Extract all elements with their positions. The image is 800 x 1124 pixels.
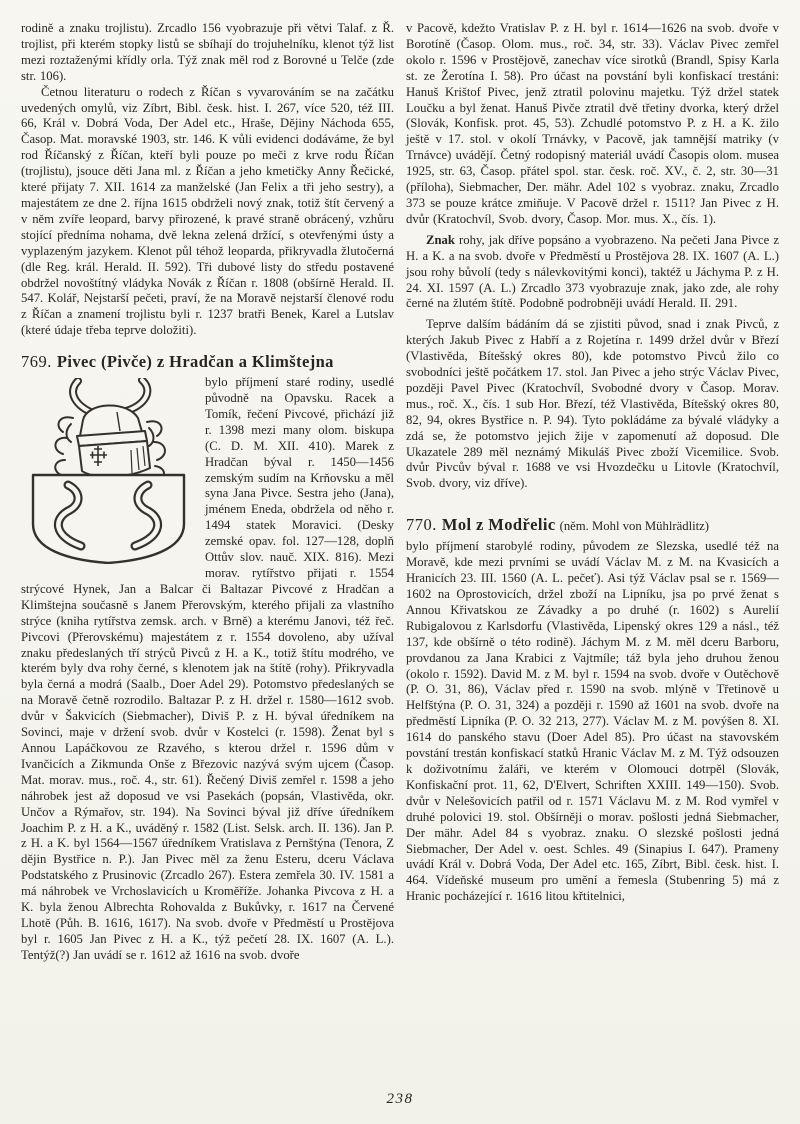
entry-770-number: 770. xyxy=(406,515,437,535)
paragraph-znak xyxy=(406,233,779,313)
entry-769-text: bylo příjmení staré rodiny, usedlé původně na Opavsku. Racek a Tomík, řečení Pivcové, přichází již r. 1398 mezi many olom. biskupa (C. D. M. XII. 410). Marek z Hradčan býval r. 1450—1456 zemským sudím na Krňovsku a měl syna Jana Pivce. Sestra jeho (Jana), jménem Eneda, obdržela od něho r. 1494 statek Moravici. (Desky zemské opav. fol. 127—128, doplň Ottův slov. nauč. XIX. 816). Mezi morav. rytířstvo přijati r. 1554 strýcové Hynek, Jan a Balcar či Baltazar Pivcové z Hradčan a Klimštejna současně s Janem Přerovským, kterého přijali za vlastního strýce (kniha rytířstva zemsk. arch. v Brně) a kterému Janovi, též řeč. Pivcovi (Přerovskému) majestátem z r. 1554 dovoleno, aby užíval znaku předeslaných tří strýců Pivců z H. a K., totiž štítu modrého, ve kterém byly dva rohy černé, s klenotem jak na štítě (rohy). Přikryvadla byla černá a modrá (Saalb., Doer Adel 29). Potomstvo předeslaných se na Moravě četně rozrodilo. Baltazar P. z H. držel r. 1580—1612 svob. dvůr v Šakvicích (Siebmacher), Diviš P. z H. býval úředníkem na Sovinci, maje v držení svob. dvůr v Kostelci (r. 1598). Ženat byl s Annou Lapáčkovou ze Rzavého, s kterou držel r. 1596 dům v Ivančicích a Zikmunda Onše z Březovic nazývá svým ujcem (Časop. Mat. morav. mus., roč. 4., str. 61). Řečený Diviš zemřel r. 1598 a jeho náhrobek jest až doposud ve vsi Pasekách (popsán, Vlastivěda, okr. Unčov a Rýmařov, str. 194). Na Sovinci býval již dříve úředníkem Joachim P. z H. a K., uváděný r. 1582 (List. Selsk. arch. II. 136). Jan P. z H. a K. byl 1564—1567 úředníkem Vratislava z Pernštýna (Tenora, Z dějin Bystřice n. P.). Jan Pivec měl za ženu Esteru, dceru Václava Podstatského z Prusinovic (Zrcadlo 267). Estera zemřela 30. IV. 1581 a má náhrobek ve Vrchoslavicích u Kroměříže. Johanka Pivcova z H. a K. byla ženou Albrechta Rohovalda z Bukůvky, r. 1617 na Červené Lhotě (Půh. B. 1616, 1617). Na svob. dvoře v Předměstí u Prostějova byl r. 1605 Jan Pivec z H. a K., týž pečetí 28. IX. 1607 (A. L.). Tentýž(?) Jan uvádí se r. 1612 až 1616 na svob. dvoře xyxy=(21,375,394,962)
znak-lead-word: Znak xyxy=(426,232,455,247)
entry-770-heading xyxy=(406,514,779,537)
entry-769-body xyxy=(21,375,394,964)
entry-769-title: Pivec (Pivče) z Hradčan a Klimštejna xyxy=(56,352,334,372)
mantling-left xyxy=(55,417,73,476)
entry-769-heading xyxy=(21,351,394,372)
entry-770-title: Mol z Modřelic xyxy=(441,515,556,535)
entry-770-subtitle: (něm. Mohl von Mühlrädlitz) xyxy=(559,519,710,534)
coat-of-arms-illustration xyxy=(21,378,196,564)
znak-text: rohy, jak dříve popsáno a vyobrazeno. Na pečeti Jana Pivce z H. a K. a na svob. dvoře v Předměstí u Prostějova 28. IX. 1607 (A. L.) jsou rohy bůvolí (tedy s nálevkovitými konci), taktéž u Jáchyma P. z H. 24. XI. 1597 (A. L.) Zrcadlo 373 vyobrazuje znak, jako zde, ale rohy černé na žlutém štítě. Podobně podrobněji uvádí Herald. II. 291. xyxy=(406,232,779,311)
right-column xyxy=(406,21,779,964)
paragraph-rican-trojlist: rodině a znaku trojlistu). Zrcadlo 156 vyobrazuje při větvi Talaf. z Ř. trojlist, při kterém stopky listů se sbíhají do trojuhelníku, klenot týž list mezi roztaženými křídly orla. Týž znak měl rod z Borovné u Telče (zde str. 106). xyxy=(21,21,394,83)
page-number: 238 xyxy=(386,1091,414,1107)
paragraph-teprve: Teprve dalším bádáním dá se zjistiti původ, snad i znak Pivců, z kterých Jakub Pivec z Habří a z Rojetína r. 1499 držel dvůr v Březí (Vlastivěda, Bítešský okres 80), kde potomstvo Pivců žilo co svobodníci ještě počátkem 17. stol. Jan Pivec a jeho strýc Václav Pivec, později Pavel Pivec (Kratochvíl, Svobodné dvory v Časop. Morav. mus., roč. X., čís. 1 sub Hor. Březí, též Vlastivěda, Bítešský okres 80, 82, 94, okres Bystřice n. P. 94). Tyto pokládáme za bývalé vládyky a zdá se, že potomstvo jejich žije v zapomenutí až doposud. Dle Ukazatele 289 měl neznámý Mikuláš Pivec zboží Vicemilice. Svob. dvůr Pivcův býval r. 1688 ve vsi Hvozdečku u Litovle (Kratochvíl, Svob. dvory, viz dříve). xyxy=(406,317,779,491)
helmet-icon xyxy=(77,406,150,477)
paragraph-pacov-continuation: v Pacově, kdežto Vratislav P. z H. byl r. 1614—1626 na svob. dvoře v Borotíně (Časop. Olom. mus., roč. 34, str. 33). Václav Pivec zemřel okolo r. 1596 v Prostějově, zanechav více sirotků (Brandl, Spisy Karla st. ze Žerotína I. 58). Pro účast na povstání byli konfiskací trestáni: Hanuš Krištof Pivec, jenž ztratil polovinu majetku. Týž držel statek Loučku a byl ženat. Hanuš Pivče ztratil dvě třetiny dvorka, který držel (Slovák, Konfisk. prot. 45, 53). Zchudlé potomstvo P. z H. a K. žilo ještě v 17. stol. v okolí Trnávky, v Pacově, jak tamnější matriky (v Trnávce) uvádějí. Četný rodopisný materiál uvádí Časopis olom. musea 1925, str. 63, Časop. přátel spol. star. česk. roč. XV., č. 2, str. 30—31 (příloha), Siebmacher, Der. mähr. Adel 102 s vyobraz. znaku, Zrcadlo 373 se pouze krátce zmiňuje. V Pacově držel r. 1511? Jan Pivec z H. dvůr (Kratochvíl, Svob. dvory, Časop. Mor. mus. X., čís. 1). xyxy=(406,21,779,226)
paragraph-rican-literature: Četnou literaturu o rodech z Říčan s vyvarováním se na začátku uvedených omylů, viz Zíbrt, Bibl. česk. hist. I. 267, více 520, též III. 66, Král v. Dobrá Voda, Der Adel etc., Hraše, Dějiny Náchoda 655, Časop. Mat. moravské 1903, str. 146. K vůli evidenci dodáváme, že byl rod Říčanský z Říčan, kteří byli pouze po meči z krve rodu Říčan (trojlistu), jsouce děti Jana ml. z Říčan a jeho kmetičky Anny Řečické, které přijaty 7. XII. 1614 za manželské (Jan Felix a tři jeho sestry), a majestátem ze dne 2. října 1615 obdrželi nový znak, totiž štít červený a v něm zvíře leopard, barvy přirozené, k pravé straně obrácený, vzhůru stojící předníma nohama, dvě lekna zelená držící, s otevřenými ústy a vyplazeným jazykem. Klenot půl téhož leoparda, přikryvadla žlutočerná (dle Reg. král. Herald. II. 592). Tři dubové listy do středu postavené obdržel novoštítný vládyka Novák z Říčan r. 1808 (obšírně Herald. II. 547. Kolář, Nejstarší pečeti, praví, že na Moravě nejstarší členové rodu z Říčan a znamení trojlistu byli r. 1237 bratři Benek, Karel a Lutslav (které údaje třeba teprve doložiti). xyxy=(21,84,394,338)
mantling-right xyxy=(147,421,165,482)
two-column-layout xyxy=(21,21,779,964)
entry-770-text: bylo příjmení starobylé rodiny, původem ze Slezska, usedlé též na Moravě, kde mezi prvními se uvádí Václav M. z M. na Kvasicích a Hranicích 23. III. 1560 (A. L. pečeť). Asi týž Václav psal se r. 1569—1602 na Oprostovicích, držel zboží na Lipníku, jsa po prvé ženat s Annou Křivatskou ze Závadky a po druhé (r. 1602) s Aurelií Rubigalovou z Karlsdorfu (Vlastivěda, Lipenský okres 129 a násl., též 137, kde obšírně o této rodině). Jáchym M. z M. měl dceru Barboru, provdanou za Jana Krabici z Vajtmíle; táž byla jeho druhou ženou (okolo r. 1592). David M. z M. byl r. 1594 na svob. dvoře v Outěchově (P. O. 31, 86), Václav před r. 1590 na svob. mlýně v Třetinově u Helfštýna (P. O. 31, 324) a později r. 1590 až 1601 na svob. dvoře na předměstí Lipníka (P. O. 32 213, 277). Václav M. z M. povýšen 8. XI. 1614 do panského stavu (Doer Adel 85). Pro účast na stavovském povstání trestán konfiskací statků Hranic Václav M. z M. Týž odsouzen k doživotnímu žaláři, ve kterém v Olomouci dotrpěl (Slovák, Konfiskační prot. 11, 62, D'Elvert, Schriften XXIII. 149—150). Svob. dvůr v Nelešovicích patřil od r. 1571 Václavu M. z M. Rod vymřel v druhé polovici 19. stol. Obšírněji o morav. pošlosti jedná Siebmacher, Der mähr. Adel 84 s vyobraz. znaku. O slezské pošlosti jedná Siebmacher, Der Adel v. oest. Schles. 49 (Sinapius I. 647). Prameny uvádí Král v. Dobrá Voda, Der Adel etc. 165, Zíbrt, Bibl. česk. hist. I. 464. Vídeňské museum pro umění a řemesla (Stubenring 5) má z Hranic pocházející r. 1616 litou křtitelnici, xyxy=(406,539,779,904)
left-column xyxy=(21,21,394,964)
coat-of-arms-pivec xyxy=(21,378,196,564)
entry-769-number: 769. xyxy=(21,352,52,372)
